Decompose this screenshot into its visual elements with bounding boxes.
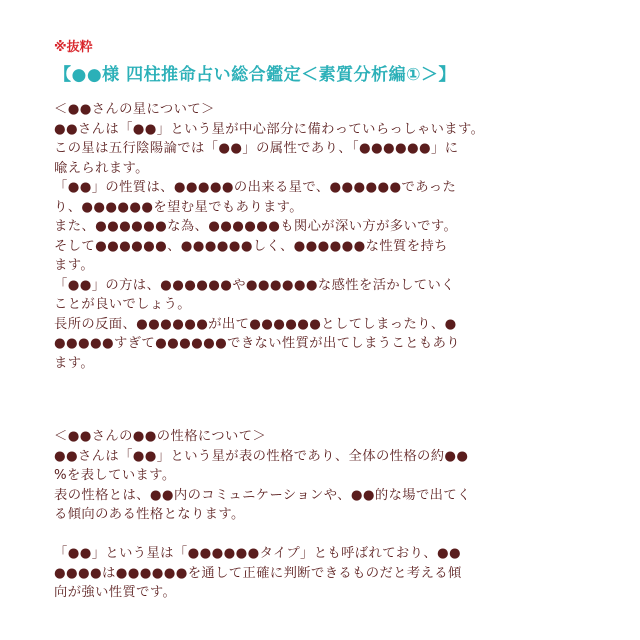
paragraph-line: そして●●●●●●、●●●●●●しく、●●●●●●な性質を持ち: [54, 238, 448, 254]
section-heading: ＜●●さんの●●の性格について＞: [54, 429, 267, 444]
personality-section: [54, 427, 594, 603]
star-section: [54, 100, 594, 373]
paragraph-line: %を表しています。: [54, 468, 176, 483]
paragraph-line: ●●さんは「●●」という星が表の性格であり、全体の性格の約●●: [54, 448, 469, 464]
paragraph-line: 表の性格とは、●●内のコミュニケーションや、●●的な場で出てく: [54, 487, 471, 503]
paragraph-line: り、●●●●●●を望む星でもあります。: [54, 199, 304, 215]
page-title: 【●●様 四柱推命占い総合鑑定＜素質分析編①＞】: [54, 65, 456, 85]
paragraph-line: 「●●」という星は「●●●●●●タイプ」とも呼ばれており、●●: [54, 546, 461, 561]
paragraph-gap: [54, 525, 594, 545]
paragraph-line: ●●●●●すぎて●●●●●●できない性質が出てしまうこともあり: [54, 336, 460, 351]
paragraph-line: また、●●●●●●な為、●●●●●●も関心が深い方が多いです。: [54, 219, 458, 234]
paragraph-line: ●●さんは「●●」という星が中心部分に備わっていらっしゃいます。: [54, 121, 485, 137]
paragraph-line: る傾向のある性格となります。: [54, 507, 245, 522]
section-heading: ＜●●さんの星について＞: [54, 102, 215, 117]
paragraph-line: この星は五行陰陽論では「●●」の属性であり、「●●●●●●」に: [54, 141, 459, 156]
paragraph-line: 向が強い性質です。: [54, 585, 177, 600]
paragraph-line: ●●●●は●●●●●●を通して正確に判断できるものだと考える傾: [54, 565, 462, 581]
paragraph-line: 長所の反面、●●●●●●が出て●●●●●●としてしまったり、●: [54, 316, 457, 332]
paragraph-line: ことが良いでしょう。: [54, 297, 191, 312]
paragraph-line: 喩えられます。: [54, 160, 149, 176]
paragraph-line: 「●●」の方は、●●●●●●や●●●●●●な感性を活かしていく: [54, 277, 455, 293]
paragraph-line: ます。: [54, 355, 95, 371]
excerpt-note: ※抜粋: [54, 40, 93, 55]
paragraph-line: 「●●」の性質は、●●●●●の出来る星で、●●●●●●であった: [54, 180, 457, 195]
paragraph-line: ます。: [54, 258, 95, 273]
